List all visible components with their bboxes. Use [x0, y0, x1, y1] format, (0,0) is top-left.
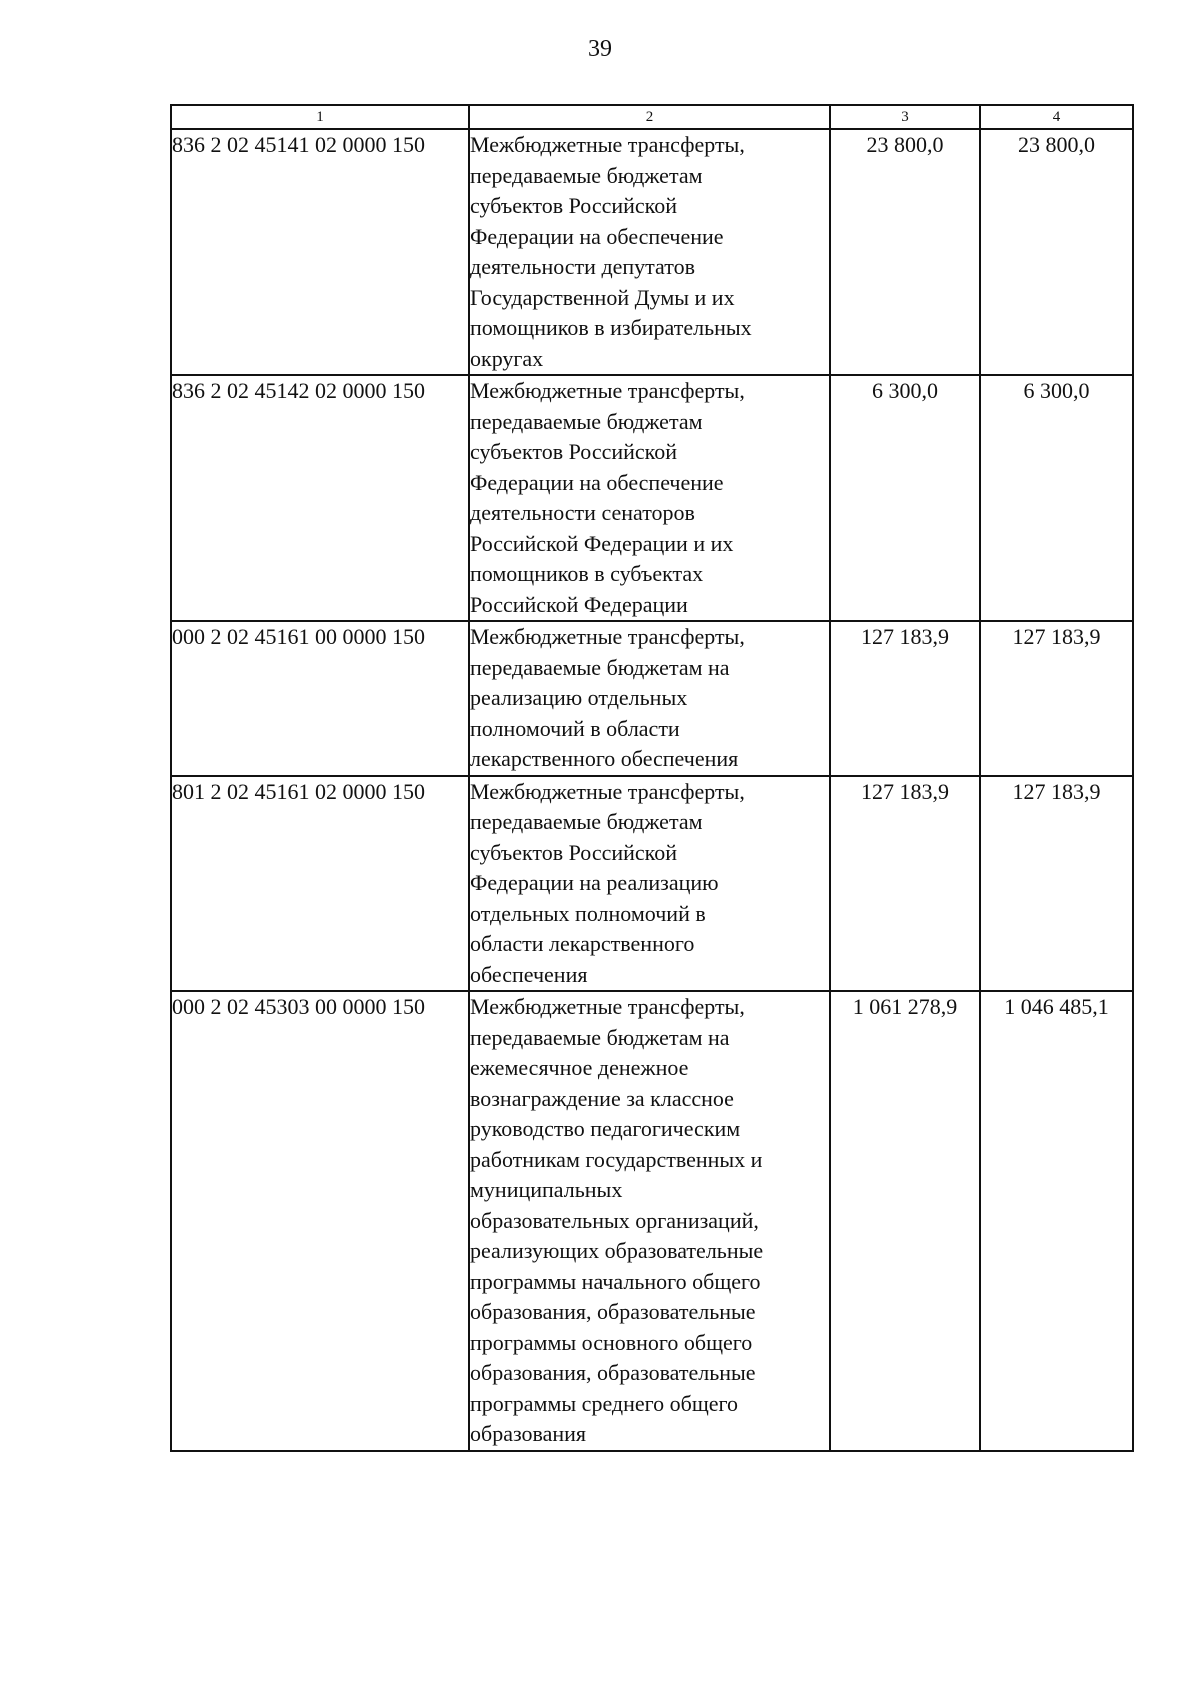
amount-col4-cell: 23 800,0	[980, 129, 1133, 375]
description-line: лекарственного обеспечения	[470, 746, 739, 771]
description-line: обеспечения	[470, 961, 588, 987]
description-line: округах	[470, 345, 544, 371]
table-row	[171, 621, 1133, 776]
description-line: передаваемые бюджетам	[470, 408, 703, 434]
amount-col4-cell: 1 046 485,1	[980, 991, 1133, 1451]
budget-code-cell: 000 2 02 45161 00 0000 150	[171, 621, 469, 776]
description-line: области лекарственного	[470, 931, 695, 956]
table-row	[171, 375, 1133, 621]
description-line: отдельных полномочий в	[470, 900, 706, 926]
table-row	[171, 991, 1133, 1451]
amount-col3-cell: 6 300,0	[830, 375, 980, 621]
description-line: Российской Федерации	[470, 591, 688, 617]
description-line: руководство педагогическим	[470, 1116, 741, 1141]
description-cell	[469, 621, 830, 776]
table-header-row	[171, 105, 1133, 129]
description-line: вознаграждение за классное	[470, 1085, 734, 1111]
amount-col3-cell: 23 800,0	[830, 129, 980, 375]
description-line: передаваемые бюджетам	[470, 809, 703, 834]
description-line: субъектов Российской	[470, 439, 678, 464]
description-cell	[469, 375, 830, 621]
column-header-2: 2	[469, 105, 830, 129]
description-line: образования	[470, 1421, 587, 1446]
description-line: Государственной Думы и их	[470, 284, 735, 310]
amount-col3-cell: 1 061 278,9	[830, 991, 980, 1451]
budget-table	[170, 104, 1134, 1452]
budget-code-cell: 836 2 02 45141 02 0000 150	[171, 129, 469, 375]
table-row	[171, 129, 1133, 375]
column-header-3: 3	[830, 105, 980, 129]
description-line: помощников в субъектах	[470, 561, 704, 586]
description-line: Межбюджетные трансферты,	[470, 132, 745, 157]
description-line: деятельности депутатов	[470, 254, 695, 279]
description-line: субъектов Российской	[470, 193, 678, 218]
budget-code-cell: 801 2 02 45161 02 0000 150	[171, 776, 469, 992]
description-line: реализацию отдельных	[470, 685, 688, 710]
description-line: Федерации на обеспечение	[470, 223, 724, 249]
column-header-1: 1	[171, 105, 469, 129]
description-cell	[469, 129, 830, 375]
amount-col4-cell: 127 183,9	[980, 621, 1133, 776]
description-line: ежемесячное денежное	[470, 1055, 689, 1080]
description-line: передаваемые бюджетам на	[470, 654, 730, 680]
description-line: Федерации на обеспечение	[470, 469, 724, 495]
table-row	[171, 776, 1133, 992]
description-line: программы среднего общего	[470, 1390, 739, 1416]
description-line: программы основного общего	[470, 1329, 753, 1355]
amount-col3-cell: 127 183,9	[830, 776, 980, 992]
description-line: Федерации на реализацию	[470, 870, 719, 895]
description-line: помощников в избирательных	[470, 315, 752, 340]
description-cell	[469, 991, 830, 1451]
budget-code-cell: 836 2 02 45142 02 0000 150	[171, 375, 469, 621]
description-line: полномочий в области	[470, 715, 680, 741]
description-line: субъектов Российской	[470, 839, 678, 865]
budget-code-cell: 000 2 02 45303 00 0000 150	[171, 991, 469, 1451]
description-line: Межбюджетные трансферты,	[470, 378, 745, 403]
column-header-4: 4	[980, 105, 1133, 129]
description-line: Межбюджетные трансферты,	[470, 624, 745, 649]
page-number: 39	[588, 36, 612, 62]
description-line: Межбюджетные трансферты,	[470, 994, 745, 1019]
description-line: программы начального общего	[470, 1268, 761, 1294]
description-line: образовательных организаций,	[470, 1207, 759, 1233]
description-line: образования, образовательные	[470, 1299, 756, 1324]
description-line: деятельности сенаторов	[470, 500, 695, 525]
description-line: передаваемые бюджетам	[470, 162, 703, 188]
description-line: муниципальных	[470, 1177, 623, 1202]
description-line: реализующих образовательные	[470, 1238, 764, 1263]
amount-col3-cell: 127 183,9	[830, 621, 980, 776]
description-line: передаваемые бюджетам на	[470, 1024, 730, 1050]
description-line: образования, образовательные	[470, 1360, 756, 1385]
table-body	[171, 129, 1133, 1451]
description-line: Межбюджетные трансферты,	[470, 778, 745, 804]
description-line: Российской Федерации и их	[470, 530, 734, 556]
amount-col4-cell: 127 183,9	[980, 776, 1133, 992]
description-cell	[469, 776, 830, 992]
description-line: работникам государственных и	[470, 1146, 763, 1172]
amount-col4-cell: 6 300,0	[980, 375, 1133, 621]
